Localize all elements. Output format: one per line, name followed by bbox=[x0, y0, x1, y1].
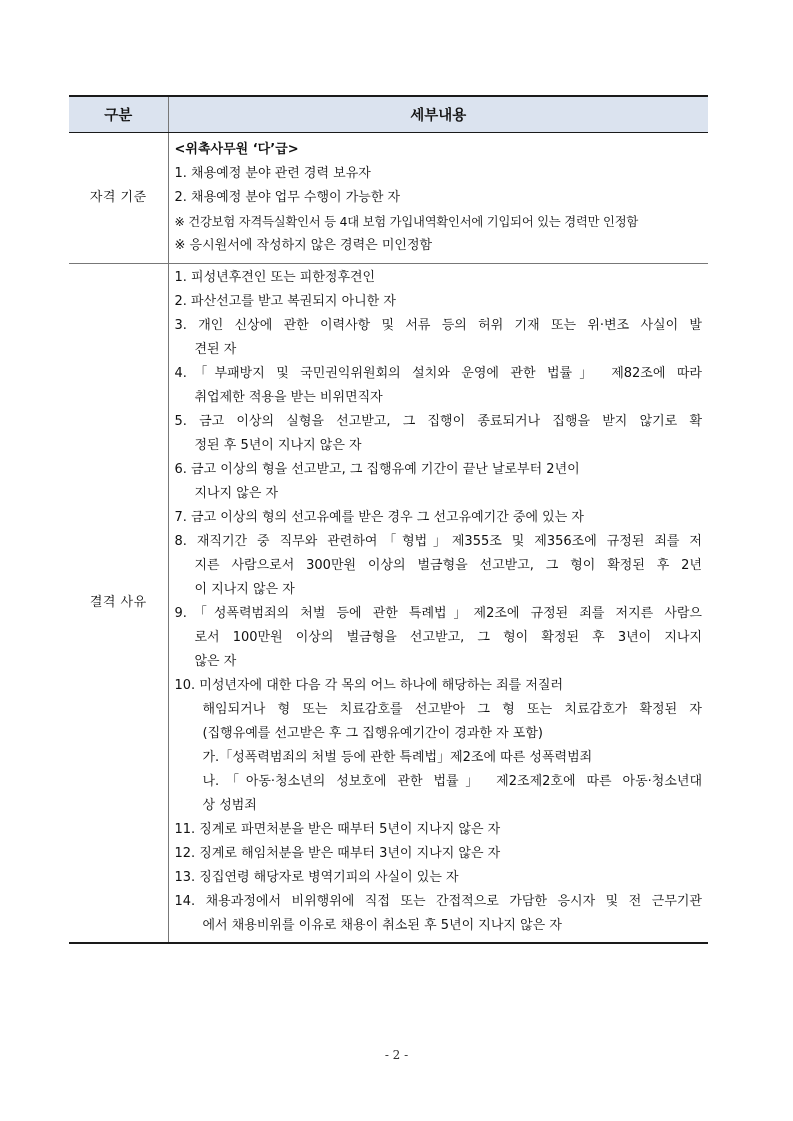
disqualification-line: 않은 자 bbox=[194, 654, 237, 669]
disqualification-line: 로서 100만원 이상의 벌금형을 선고받고, 그 형이 확정된 후 3년이 지나지 bbox=[194, 630, 702, 645]
table-header-row bbox=[69, 96, 708, 133]
disqualification-line: 나.「아동·청소년의 성보호에 관한 법률」 제2조제2호에 따른 아동·청소년대 bbox=[202, 774, 702, 789]
disqualification-line: 상 성범죄 bbox=[202, 798, 257, 813]
disqualification-line: 9.「성폭력범죄의 처벌 등에 관한 특례법」제2조에 규정된 죄를 저지른 사람으 bbox=[174, 606, 702, 621]
disqualification-line: 정된 후 5년이 지나지 않은 자 bbox=[194, 438, 362, 453]
disqualification-line: 에서 채용비위를 이유로 채용이 취소된 후 5년이 지나지 않은 자 bbox=[202, 918, 562, 933]
qualification-details bbox=[168, 133, 708, 264]
disqualification-line: 7. 금고 이상의 형의 선고유예를 받은 경우 그 선고유예기간 중에 있는 자 bbox=[174, 510, 584, 525]
qualification-row bbox=[69, 133, 708, 264]
disqualification-details bbox=[168, 264, 708, 944]
disqualification-row bbox=[69, 264, 708, 944]
page-number: - 2 - bbox=[384, 1048, 409, 1062]
qualification-note: ※ 건강보험 자격득실확인서 등 4대 보험 가입내역확인서에 기입되어 있는 경력만 인정함 bbox=[174, 215, 639, 229]
disqualification-line: 견된 자 bbox=[194, 342, 237, 357]
disqualification-line: 14. 채용과정에서 비위행위에 직접 또는 간접적으로 가담한 응시자 및 전 근무기관 bbox=[174, 894, 702, 909]
disqualification-line: 10. 미성년자에 대한 다음 각 목의 어느 하나에 해당하는 죄를 저질러 bbox=[174, 678, 564, 693]
disqualification-line: 12. 징계로 해임처분을 받은 때부터 3년이 지나지 않은 자 bbox=[174, 846, 501, 861]
qualification-heading: <위촉사무원 ‘다’급> bbox=[174, 142, 299, 157]
header-details: 세부내용 bbox=[168, 96, 708, 133]
disqualification-category: 결격 사유 bbox=[69, 264, 168, 944]
disqualification-line: 1. 피성년후견인 또는 피한정후견인 bbox=[174, 270, 376, 285]
disqualification-line: 5. 금고 이상의 실형을 선고받고, 그 집행이 종료되거나 집행을 받지 않기로 확 bbox=[174, 414, 702, 429]
disqualification-line: 13. 징집연령 해당자로 병역기피의 사실이 있는 자 bbox=[174, 870, 459, 885]
disqualification-line: 2. 파산선고를 받고 복권되지 아니한 자 bbox=[174, 294, 396, 309]
disqualification-line: 지나지 않은 자 bbox=[194, 486, 279, 501]
recruitment-criteria-table bbox=[69, 95, 708, 944]
disqualification-line: 지른 사람으로서 300만원 이상의 벌금형을 선고받고, 그 형이 확정된 후 2년 bbox=[194, 558, 702, 573]
disqualification-line: 6. 금고 이상의 형을 선고받고, 그 집행유예 기간이 끝난 날로부터 2년이 bbox=[174, 462, 580, 477]
qualification-category: 자격 기준 bbox=[69, 133, 168, 264]
qualification-note: ※ 응시원서에 작성하지 않은 경력은 미인정함 bbox=[174, 238, 433, 253]
disqualification-line: 3. 개인 신상에 관한 이력사항 및 서류 등의 허위 기재 또는 위·변조 사실이 발 bbox=[174, 318, 702, 333]
disqualification-line: 11. 징계로 파면처분을 받은 때부터 5년이 지나지 않은 자 bbox=[174, 822, 501, 837]
header-category: 구분 bbox=[69, 96, 168, 133]
disqualification-line: 가.「성폭력범죄의 처벌 등에 관한 특례법」제2조에 따른 성폭력범죄 bbox=[202, 750, 593, 765]
disqualification-line: 해임되거나 형 또는 치료감호를 선고받아 그 형 또는 치료감호가 확정된 자 bbox=[202, 702, 702, 717]
qualification-item: 2. 채용예정 분야 업무 수행이 가능한 자 bbox=[174, 190, 401, 205]
disqualification-line: 8. 재직기간 중 직무와 관련하여「형법」제355조 및 제356조에 규정된 죄를 저 bbox=[174, 534, 702, 549]
qualification-item: 1. 채용예정 분야 관련 경력 보유자 bbox=[174, 166, 371, 181]
disqualification-line: (집행유예를 선고받은 후 그 집행유예기간이 경과한 자 포함) bbox=[202, 726, 543, 741]
disqualification-line: 이 지나지 않은 자 bbox=[194, 582, 295, 597]
disqualification-line: 4.「부패방지 및 국민권익위원회의 설치와 운영에 관한 법률」 제82조에 따라 bbox=[174, 366, 702, 381]
disqualification-line: 취업제한 적용을 받는 비위면직자 bbox=[194, 390, 383, 405]
